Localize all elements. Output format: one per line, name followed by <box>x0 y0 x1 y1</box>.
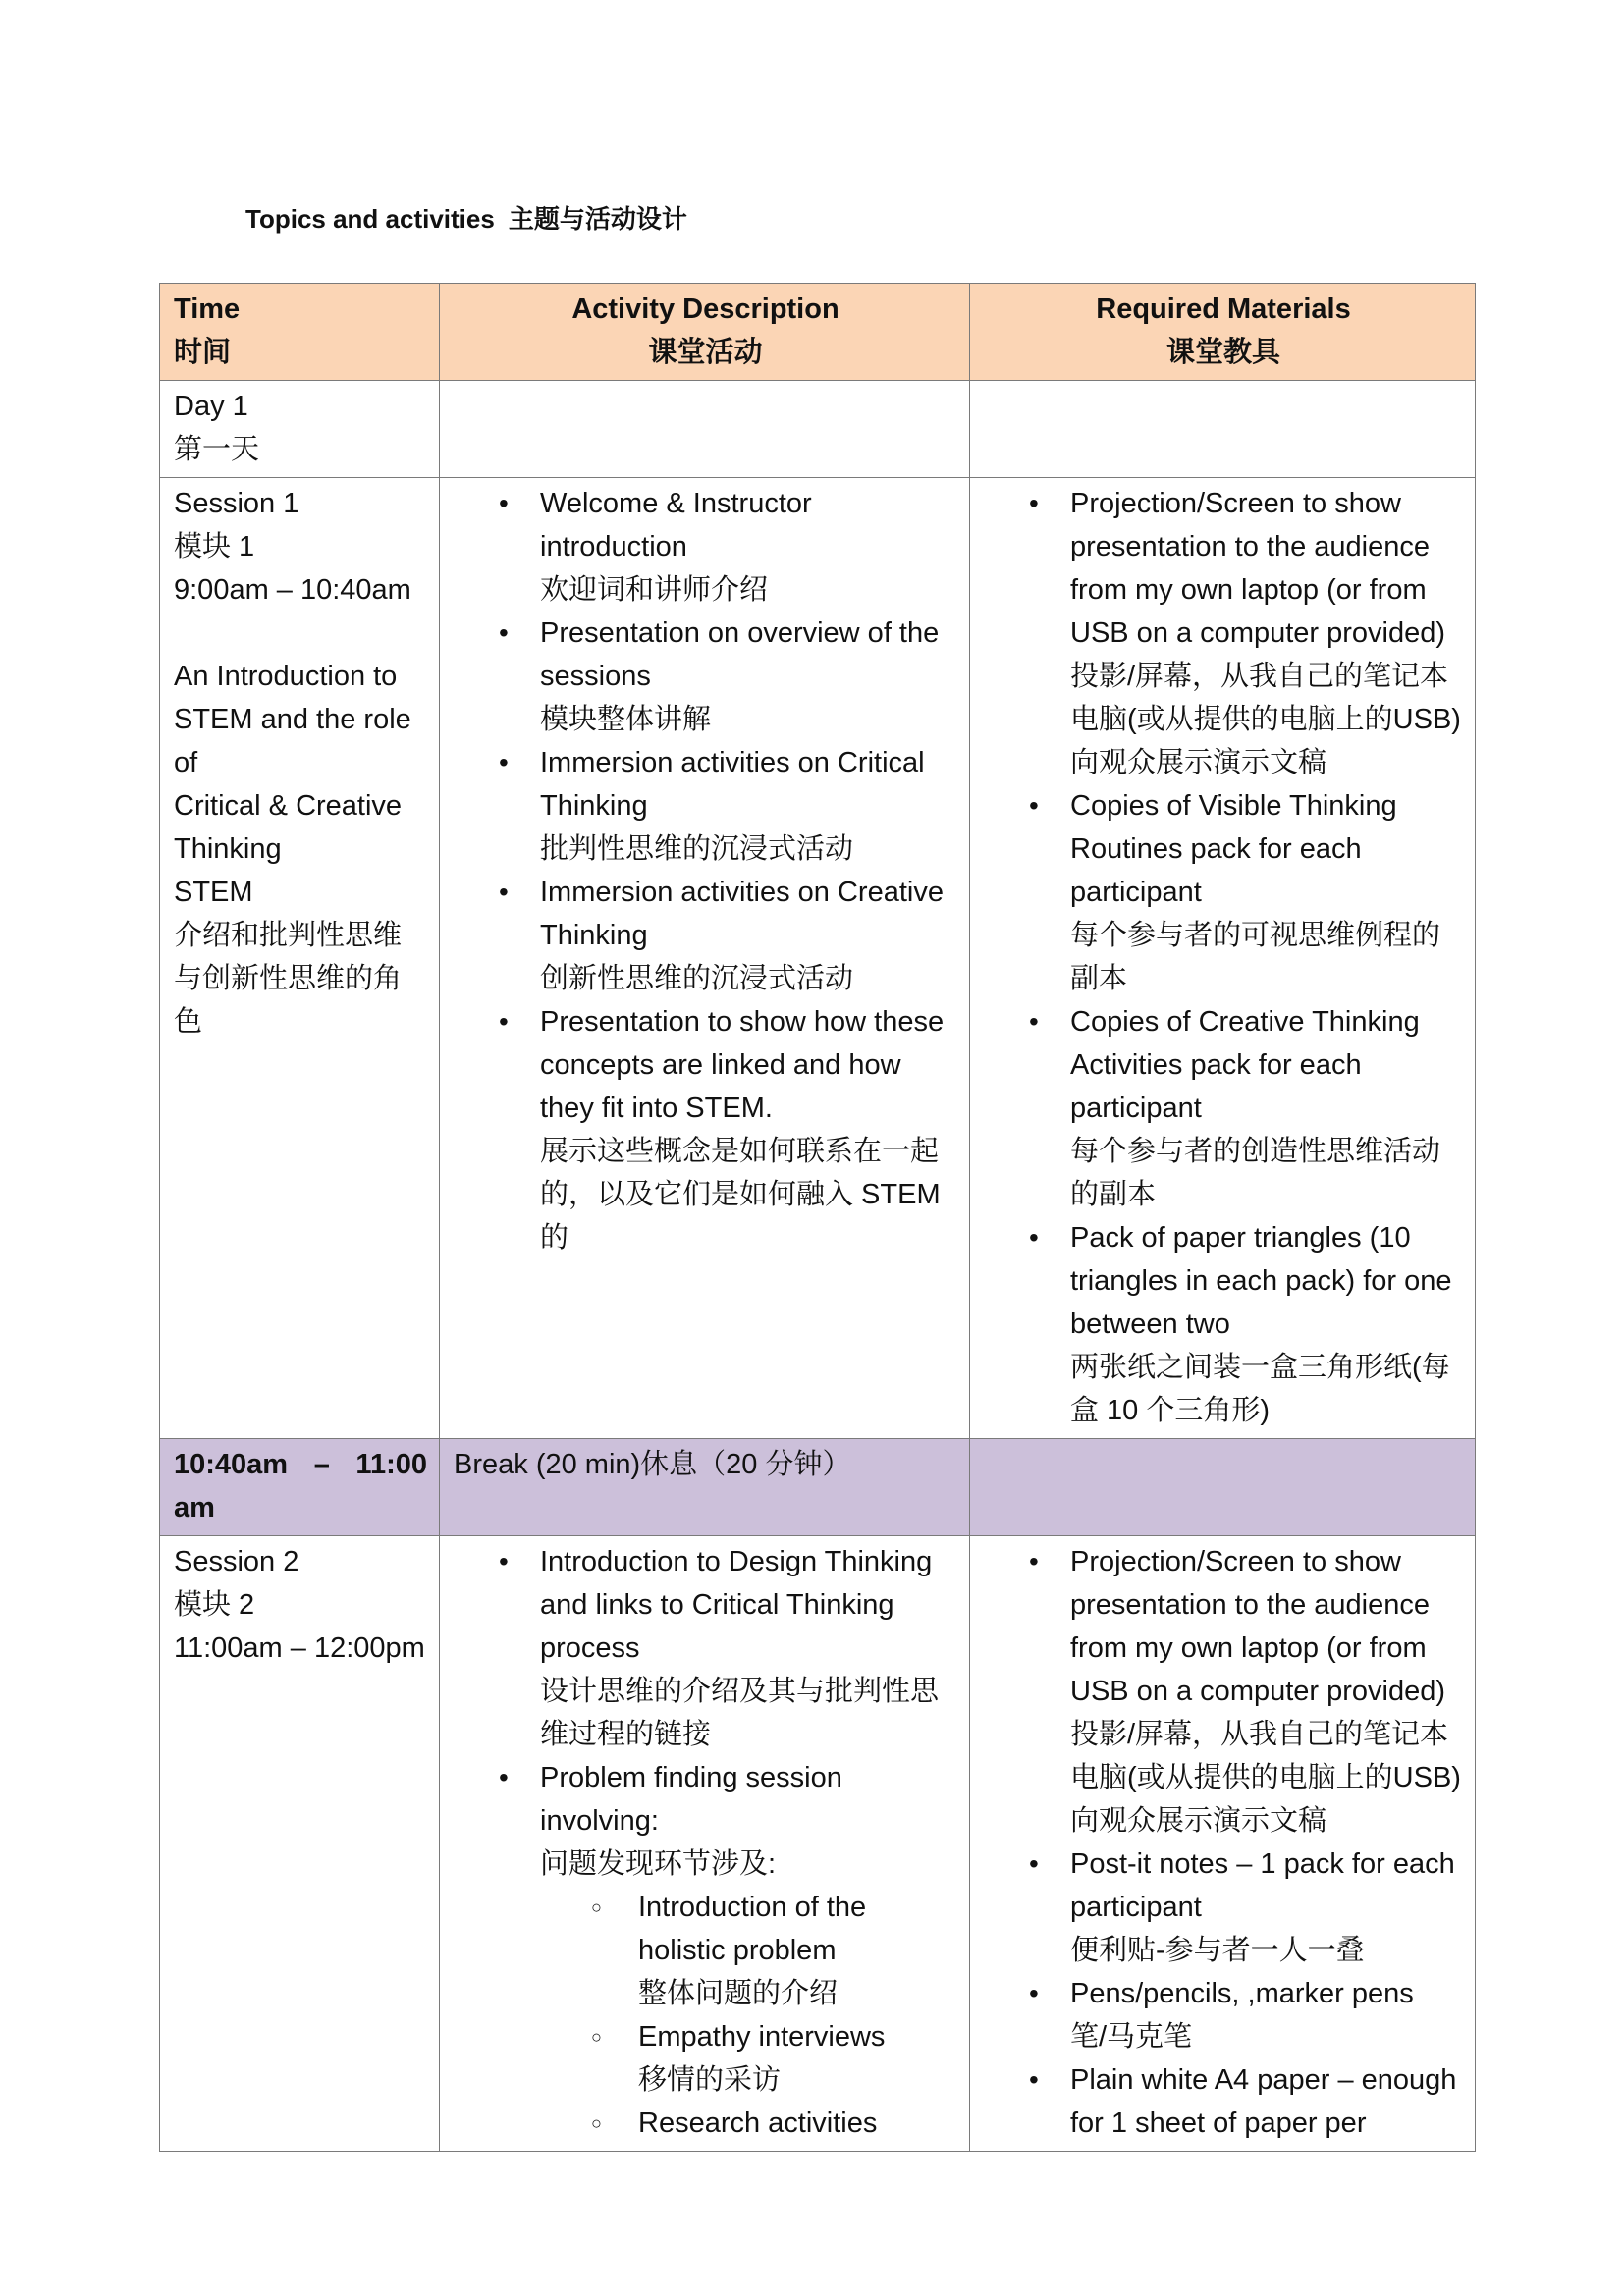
session2-materials-list <box>984 1540 1463 2145</box>
session1-activity-list <box>454 482 957 1259</box>
session2-activity-list <box>454 1540 957 2145</box>
table-row-session1 <box>160 478 1476 1439</box>
table-header-row <box>160 284 1476 381</box>
schedule-table <box>159 283 1476 2152</box>
header-materials: Required Materials 课堂教具 <box>970 284 1476 381</box>
list-item: • Presentation on overview of the sessions 模块整体讲解 <box>454 612 957 741</box>
header-activity: Activity Description 课堂活动 <box>440 284 970 381</box>
header-time: Time 时间 <box>160 284 440 381</box>
session2-sub-list <box>540 1886 957 2145</box>
session1-materials-cell <box>970 478 1476 1439</box>
empty-cell <box>970 381 1476 478</box>
session2-materials-cell <box>970 1536 1476 2152</box>
session2-activities-cell <box>440 1536 970 2152</box>
heading-zh: 主题与活动设计 <box>508 204 687 234</box>
break-label-cell: Break (20 min)休息（20 分钟） <box>440 1439 970 1536</box>
heading-en: Topics and activities <box>245 204 495 234</box>
session2-time-cell: Session 2 模块 2 11:00am – 12:00pm <box>160 1536 440 2152</box>
list-item: ○ Research activities <box>540 2102 957 2145</box>
list-item: • Immersion activities on Creative Thinking 创新性思维的沉浸式活动 <box>454 871 957 1000</box>
list-item: • Presentation to show how these concepts are linked and how they fit into STEM. 展示这些概念是如何联系在一起的，以及它们是如何融入 STEM 的 <box>454 1000 957 1259</box>
session1-materials-list <box>984 482 1463 1432</box>
list-item: • Copies of Creative Thinking Activities pack for each participant 每个参与者的创造性思维活动的副本 <box>984 1000 1463 1216</box>
list-item: • Introduction to Design Thinking and links to Critical Thinking process 设计思维的介绍及其与批判性思维过程的链接 <box>454 1540 957 1756</box>
empty-cell <box>970 1439 1476 1536</box>
list-item: • Pack of paper triangles (10 triangles in each pack) for one between two 两张纸之间装一盒三角形纸(每盒 10 个三角形) <box>984 1216 1463 1432</box>
table-row-break <box>160 1439 1476 1536</box>
list-item: ○ Introduction of the holistic problem 整体问题的介绍 <box>540 1886 957 2015</box>
empty-cell <box>440 381 970 478</box>
list-item: • Problem finding session involving: 问题发现环节涉及: ○ Introduction of the holistic problem 整体问题的介绍 ○ Empathy interviews 移情的采访 ○ Research activities <box>454 1756 957 2145</box>
list-item: • Projection/Screen to show presentation to the audience from my own laptop (or from USB on a computer provided) 投影/屏幕，从我自己的笔记本电脑(或从提供的电脑上的USB)向观众展示演示文稿 <box>984 1540 1463 1842</box>
page-heading <box>245 199 687 236</box>
list-item: • Projection/Screen to show presentation to the audience from my own laptop (or from USB on a computer provided) 投影/屏幕，从我自己的笔记本电脑(或从提供的电脑上的USB)向观众展示演示文稿 <box>984 482 1463 784</box>
day1-cell: Day 1 第一天 <box>160 381 440 478</box>
list-item: • Pens/pencils, ,marker pens 笔/马克笔 <box>984 1972 1463 2058</box>
table-row-session2 <box>160 1536 1476 2152</box>
table-row-day1 <box>160 381 1476 478</box>
session1-time-cell: Session 1 模块 1 9:00am – 10:40am An Introduction to STEM and the role of Critical & Creative Thinking STEM 介绍和批判性思维 与创新性思维的角 色 <box>160 478 440 1439</box>
list-item: • Copies of Visible Thinking Routines pack for each participant 每个参与者的可视思维例程的副本 <box>984 784 1463 1000</box>
list-item: ○ Empathy interviews 移情的采访 <box>540 2015 957 2102</box>
list-item: • Welcome & Instructor introduction 欢迎词和讲师介绍 <box>454 482 957 612</box>
session1-activities-cell <box>440 478 970 1439</box>
break-time-cell: 10:40am – 11:00 am <box>160 1439 440 1536</box>
list-item: • Plain white A4 paper – enough for 1 sheet of paper per <box>984 2058 1463 2145</box>
list-item: • Post-it notes – 1 pack for each participant 便利贴-参与者一人一叠 <box>984 1842 1463 1972</box>
list-item: • Immersion activities on Critical Thinking 批判性思维的沉浸式活动 <box>454 741 957 871</box>
